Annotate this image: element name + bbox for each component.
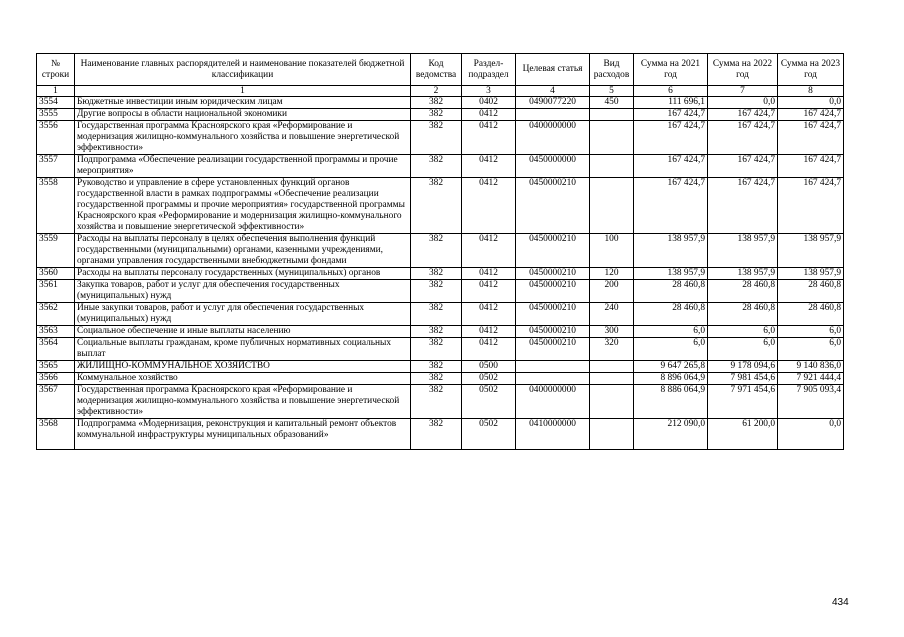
row-number: 3559: [37, 234, 75, 268]
row-dept-code: 382: [411, 97, 462, 109]
row-sum-2021: 167 424,7: [634, 109, 708, 121]
row-sum-2021: 167 424,7: [634, 178, 708, 234]
row-number: 3560: [37, 268, 75, 280]
table-header: [37, 54, 844, 97]
row-expense-type: [590, 419, 634, 450]
row-dept-code: 382: [411, 303, 462, 326]
header-row-no: № строки: [37, 54, 75, 86]
row-name: Коммунальное хозяйство: [75, 373, 411, 385]
row-name: Иные закупки товаров, работ и услуг для обеспечения государственных (муниципальных) нужд: [75, 303, 411, 326]
row-target: 0450000210: [516, 326, 590, 338]
row-sum-2021: 167 424,7: [634, 155, 708, 178]
header-target: Целевая статья: [516, 54, 590, 86]
column-number: 5: [590, 86, 634, 97]
table-row: [37, 109, 844, 121]
row-number: 3568: [37, 419, 75, 450]
row-sum-2021: 8 896 064,9: [634, 373, 708, 385]
row-sum-2023: 0,0: [778, 97, 844, 109]
row-name: Расходы на выплаты персоналу в целях обеспечения выполнения функций государственными (муниципальными) органами, казенными учреждениями, органами управления государственными внебюджетными фондами: [75, 234, 411, 268]
header-sum-2022: Сумма на 2022 год: [708, 54, 778, 86]
row-target: 0450000210: [516, 338, 590, 361]
row-sum-2022: 6,0: [708, 338, 778, 361]
row-name: Расходы на выплаты персоналу государственных (муниципальных) органов: [75, 268, 411, 280]
row-section: 0500: [462, 361, 516, 373]
row-dept-code: 382: [411, 268, 462, 280]
row-section: 0502: [462, 373, 516, 385]
row-sum-2023: 6,0: [778, 326, 844, 338]
table-row: [37, 155, 844, 178]
row-dept-code: 382: [411, 385, 462, 419]
row-dept-code: 382: [411, 419, 462, 450]
row-expense-type: [590, 385, 634, 419]
row-expense-type: 450: [590, 97, 634, 109]
row-expense-type: [590, 361, 634, 373]
row-target: 0450000210: [516, 303, 590, 326]
row-name: ЖИЛИЩНО-КОММУНАЛЬНОЕ ХОЗЯЙСТВО: [75, 361, 411, 373]
row-section: 0412: [462, 280, 516, 303]
row-sum-2022: 61 200,0: [708, 419, 778, 450]
row-name: Другие вопросы в области национальной экономики: [75, 109, 411, 121]
row-sum-2023: 167 424,7: [778, 178, 844, 234]
row-section: 0412: [462, 326, 516, 338]
row-section: 0412: [462, 338, 516, 361]
row-expense-type: 320: [590, 338, 634, 361]
row-sum-2022: 28 460,8: [708, 303, 778, 326]
row-dept-code: 382: [411, 121, 462, 155]
row-dept-code: 382: [411, 338, 462, 361]
header-sum-2021: Сумма на 2021 год: [634, 54, 708, 86]
row-number: 3555: [37, 109, 75, 121]
table-row: [37, 97, 844, 109]
row-number: 3563: [37, 326, 75, 338]
row-name: Государственная программа Красноярского края «Реформирование и модернизация жилищно-коммунального хозяйства и повышение энергетической эффективности»: [75, 121, 411, 155]
row-sum-2021: 28 460,8: [634, 303, 708, 326]
header-name: Наименование главных распорядителей и наименование показателей бюджетной классификации: [75, 54, 411, 86]
row-expense-type: 200: [590, 280, 634, 303]
table-row: [37, 373, 844, 385]
row-expense-type: 100: [590, 234, 634, 268]
row-sum-2023: 9 140 836,0: [778, 361, 844, 373]
table-row: [37, 303, 844, 326]
row-sum-2023: 0,0: [778, 419, 844, 450]
column-number: 2: [411, 86, 462, 97]
row-number: 3557: [37, 155, 75, 178]
row-sum-2022: 167 424,7: [708, 109, 778, 121]
row-sum-2022: 28 460,8: [708, 280, 778, 303]
row-expense-type: [590, 109, 634, 121]
row-name: Социальное обеспечение и иные выплаты населению: [75, 326, 411, 338]
row-sum-2022: 167 424,7: [708, 121, 778, 155]
row-sum-2021: 6,0: [634, 326, 708, 338]
row-sum-2023: 167 424,7: [778, 155, 844, 178]
table-body: [37, 97, 844, 450]
column-number-row: [37, 86, 844, 97]
column-number: 1: [37, 86, 75, 97]
row-expense-type: [590, 178, 634, 234]
row-expense-type: 120: [590, 268, 634, 280]
row-name: Государственная программа Красноярского края «Реформирование и модернизация жилищно-коммунального хозяйства и повышение энергетической эффективности»: [75, 385, 411, 419]
row-expense-type: 240: [590, 303, 634, 326]
row-section: 0402: [462, 97, 516, 109]
row-sum-2022: 138 957,9: [708, 234, 778, 268]
row-dept-code: 382: [411, 361, 462, 373]
row-sum-2021: 167 424,7: [634, 121, 708, 155]
row-sum-2022: 9 178 094,6: [708, 361, 778, 373]
row-dept-code: 382: [411, 373, 462, 385]
table-row: [37, 280, 844, 303]
row-sum-2023: 28 460,8: [778, 303, 844, 326]
budget-table: [36, 53, 844, 450]
row-target: 0450000210: [516, 178, 590, 234]
row-name: Подпрограмма «Обеспечение реализации государственной программы и прочие мероприятия»: [75, 155, 411, 178]
row-dept-code: 382: [411, 234, 462, 268]
row-dept-code: 382: [411, 109, 462, 121]
column-number: 1: [75, 86, 411, 97]
row-name: Подпрограмма «Модернизация, реконструкция и капитальный ремонт объектов коммунальной инфраструктуры муниципальных образований»: [75, 419, 411, 450]
header-section: Раздел-подраздел: [462, 54, 516, 86]
row-sum-2023: 6,0: [778, 338, 844, 361]
column-number: 6: [634, 86, 708, 97]
row-dept-code: 382: [411, 178, 462, 234]
row-sum-2023: 167 424,7: [778, 109, 844, 121]
row-target: 0450000210: [516, 280, 590, 303]
row-section: 0502: [462, 385, 516, 419]
row-expense-type: [590, 373, 634, 385]
table-row: [37, 326, 844, 338]
row-dept-code: 382: [411, 280, 462, 303]
column-number: 7: [708, 86, 778, 97]
row-number: 3554: [37, 97, 75, 109]
row-sum-2023: 138 957,9: [778, 234, 844, 268]
row-number: 3562: [37, 303, 75, 326]
row-number: 3566: [37, 373, 75, 385]
row-number: 3561: [37, 280, 75, 303]
table-row: [37, 419, 844, 450]
table-row: [37, 178, 844, 234]
row-number: 3558: [37, 178, 75, 234]
row-name: Бюджетные инвестиции иным юридическим лицам: [75, 97, 411, 109]
row-sum-2021: 138 957,9: [634, 268, 708, 280]
row-sum-2022: 7 981 454,6: [708, 373, 778, 385]
row-sum-2021: 212 090,0: [634, 419, 708, 450]
row-section: 0412: [462, 303, 516, 326]
column-number: 8: [778, 86, 844, 97]
row-sum-2021: 111 696,1: [634, 97, 708, 109]
row-expense-type: [590, 155, 634, 178]
row-sum-2022: 138 957,9: [708, 268, 778, 280]
row-section: 0412: [462, 234, 516, 268]
row-sum-2022: 167 424,7: [708, 178, 778, 234]
row-sum-2021: 8 886 064,9: [634, 385, 708, 419]
row-sum-2022: 167 424,7: [708, 155, 778, 178]
column-number: 4: [516, 86, 590, 97]
row-sum-2023: 28 460,8: [778, 280, 844, 303]
row-target: 0400000000: [516, 385, 590, 419]
row-section: 0412: [462, 268, 516, 280]
header-sum-2023: Сумма на 2023 год: [778, 54, 844, 86]
table-row: [37, 234, 844, 268]
row-sum-2021: 9 647 265,8: [634, 361, 708, 373]
row-number: 3564: [37, 338, 75, 361]
row-target: [516, 373, 590, 385]
table-row: [37, 361, 844, 373]
row-number: 3565: [37, 361, 75, 373]
row-number: 3556: [37, 121, 75, 155]
row-sum-2022: 6,0: [708, 326, 778, 338]
row-sum-2021: 138 957,9: [634, 234, 708, 268]
row-target: [516, 361, 590, 373]
row-expense-type: [590, 121, 634, 155]
row-name: Социальные выплаты гражданам, кроме публичных нормативных социальных выплат: [75, 338, 411, 361]
row-sum-2021: 28 460,8: [634, 280, 708, 303]
table-row: [37, 338, 844, 361]
row-target: 0450000210: [516, 234, 590, 268]
row-sum-2023: 7 921 444,4: [778, 373, 844, 385]
row-target: 0450000000: [516, 155, 590, 178]
row-target: 0450000210: [516, 268, 590, 280]
row-section: 0412: [462, 109, 516, 121]
page-number: 434: [832, 597, 849, 608]
table-row: [37, 385, 844, 419]
row-sum-2023: 167 424,7: [778, 121, 844, 155]
table-row: [37, 121, 844, 155]
row-name: Закупка товаров, работ и услуг для обеспечения государственных (муниципальных) нужд: [75, 280, 411, 303]
row-number: 3567: [37, 385, 75, 419]
header-dept-code: Код ведомства: [411, 54, 462, 86]
row-target: 0400000000: [516, 121, 590, 155]
row-section: 0412: [462, 155, 516, 178]
column-number: 3: [462, 86, 516, 97]
row-dept-code: 382: [411, 155, 462, 178]
row-target: [516, 109, 590, 121]
row-name: Руководство и управление в сфере установленных функций органов государственной власти в рамках подпрограммы «Обеспечение реализации государственной программы и прочие мероприятия» государственной программы Красноярского края «Реформирование и модернизация жилищно-коммунального хозяйства и повышение энергетической эффективности»: [75, 178, 411, 234]
row-sum-2021: 6,0: [634, 338, 708, 361]
row-section: 0412: [462, 121, 516, 155]
row-section: 0502: [462, 419, 516, 450]
row-sum-2022: 7 971 454,6: [708, 385, 778, 419]
table-row: [37, 268, 844, 280]
row-target: 0410000000: [516, 419, 590, 450]
row-section: 0412: [462, 178, 516, 234]
row-sum-2023: 7 905 093,4: [778, 385, 844, 419]
row-sum-2022: 0,0: [708, 97, 778, 109]
row-sum-2023: 138 957,9: [778, 268, 844, 280]
row-target: 0490077220: [516, 97, 590, 109]
row-expense-type: 300: [590, 326, 634, 338]
row-dept-code: 382: [411, 326, 462, 338]
header-expense-type: Вид расходов: [590, 54, 634, 86]
